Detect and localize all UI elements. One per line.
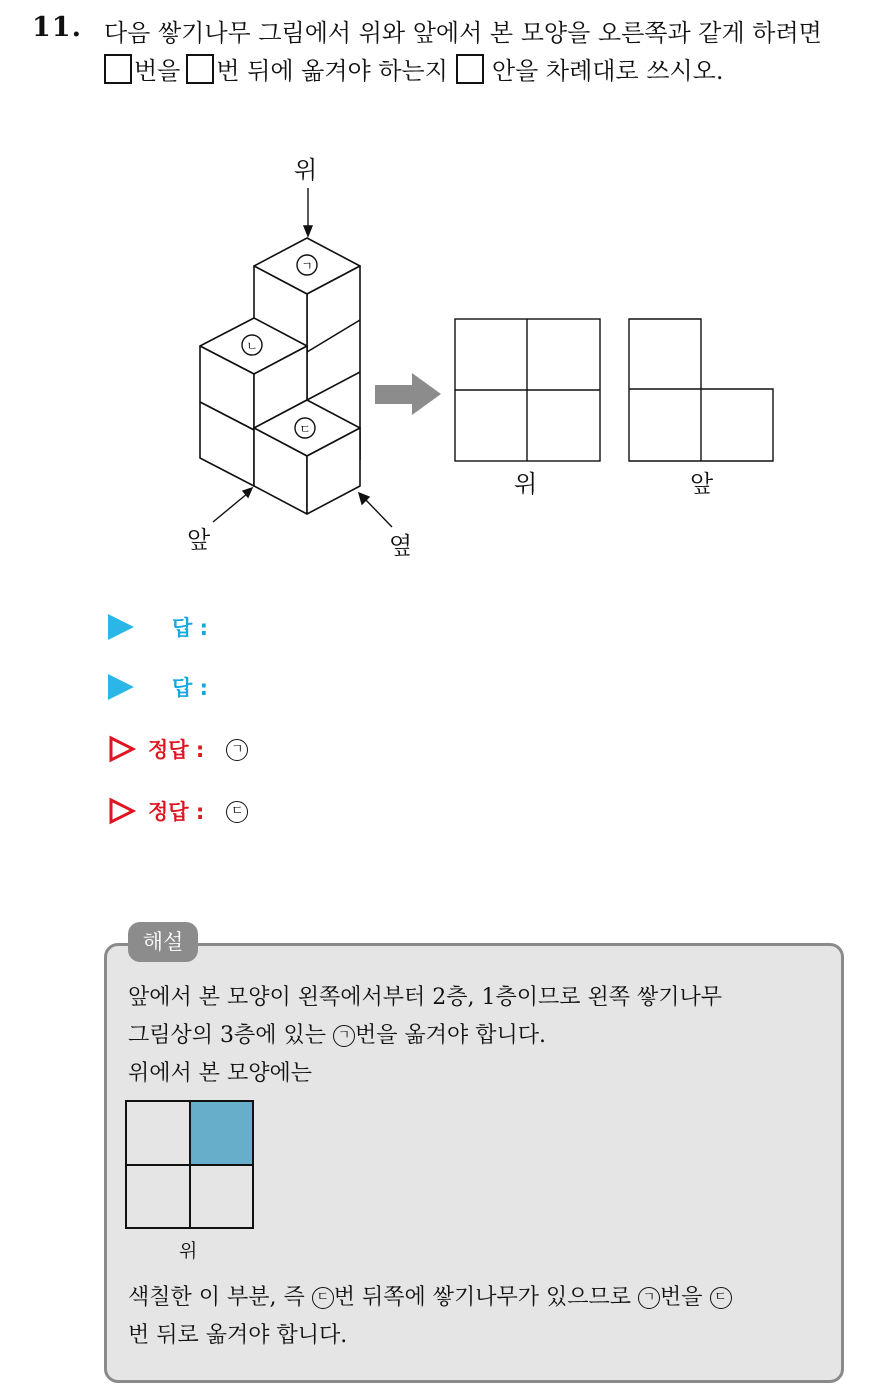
- grid-cell-shaded: [190, 1101, 254, 1165]
- cube-mark-2: ㄴ: [246, 339, 258, 353]
- transform-arrow: [375, 373, 441, 415]
- correct-answer-label-2: 정답 :: [148, 800, 205, 824]
- cube-mark-3: ㄷ: [299, 422, 311, 436]
- correct-answer-value-1-wrap: [226, 737, 248, 762]
- answer-label-1: 답 :: [172, 616, 208, 640]
- correct-answer-label-1: 정답 :: [148, 738, 205, 762]
- explanation-line-5: 번 뒤로 옮겨야 합니다.: [128, 1323, 348, 1348]
- correct-answer-value-2-wrap: [226, 799, 248, 824]
- grid-cell-4: [190, 1165, 254, 1229]
- cube-mark-1: ㄱ: [301, 259, 313, 273]
- explanation-mark-2: ㄷ: [312, 1287, 334, 1309]
- question-number: 11.: [32, 12, 82, 43]
- answer-row-2: [108, 670, 230, 704]
- explanation-line-2b: 번을 옮겨야 합니다.: [355, 1023, 546, 1048]
- grid-cell-3: [126, 1165, 190, 1229]
- explanation-line-2: [128, 1018, 546, 1049]
- play-marker-icon: [108, 674, 134, 700]
- question-text-part1: 번을: [134, 57, 181, 85]
- explanation-mark-1: ㄱ: [333, 1025, 355, 1047]
- cube-figure: [0, 0, 884, 600]
- correct-answer-value-2: ㄷ: [226, 801, 248, 823]
- label-top: 위: [294, 156, 318, 184]
- label-side: 옆: [389, 532, 413, 560]
- answer-label-2: 답 :: [172, 676, 208, 700]
- explanation-line-4a: 색칠한 이 부분, 즉: [128, 1285, 305, 1310]
- question-text-part3: 안을 차례대로 쓰시오.: [491, 57, 724, 85]
- correct-answer-row-2: [108, 794, 248, 828]
- question-text-part2: 번 뒤에 옮겨야 하는지: [216, 57, 448, 85]
- correct-answer-value-1: ㄱ: [226, 739, 248, 761]
- label-front: 앞: [187, 526, 211, 554]
- outline-triangle-icon: [108, 797, 136, 825]
- explanation-line-2a: 그림상의 3층에 있는: [128, 1023, 326, 1048]
- top-view-caption: 위: [514, 470, 538, 498]
- outline-triangle-icon: [108, 735, 136, 763]
- grid-cell-1: [126, 1101, 190, 1165]
- explanation-tag: 해설: [128, 922, 198, 962]
- explanation-line-4b: 번 뒤쪽에 쌓기나무가 있으므로: [333, 1285, 632, 1310]
- explanation-line-4c: 번을: [660, 1285, 703, 1310]
- explanation-line-3: 위에서 본 모양에는: [128, 1061, 313, 1086]
- correct-answer-row-1: [108, 732, 248, 766]
- front-view-caption: 앞: [690, 470, 714, 498]
- play-marker-icon: [108, 614, 134, 640]
- explanation-mark-3: ㄱ: [638, 1287, 660, 1309]
- question-text-line1: 다음 쌓기나무 그림에서 위와 앞에서 본 모양을 오른쪽과 같게 하려면: [104, 19, 822, 47]
- answer-row-1: [108, 610, 230, 644]
- top-view-explain-grid: [125, 1100, 254, 1229]
- explanation-line-4: [128, 1280, 732, 1311]
- explain-grid-caption: 위: [179, 1240, 198, 1262]
- explanation-line-1: 앞에서 본 모양이 왼쪽에서부터 2층, 1층이므로 왼쪽 쌓기나무: [128, 985, 722, 1010]
- explanation-mark-4: ㄷ: [710, 1287, 732, 1309]
